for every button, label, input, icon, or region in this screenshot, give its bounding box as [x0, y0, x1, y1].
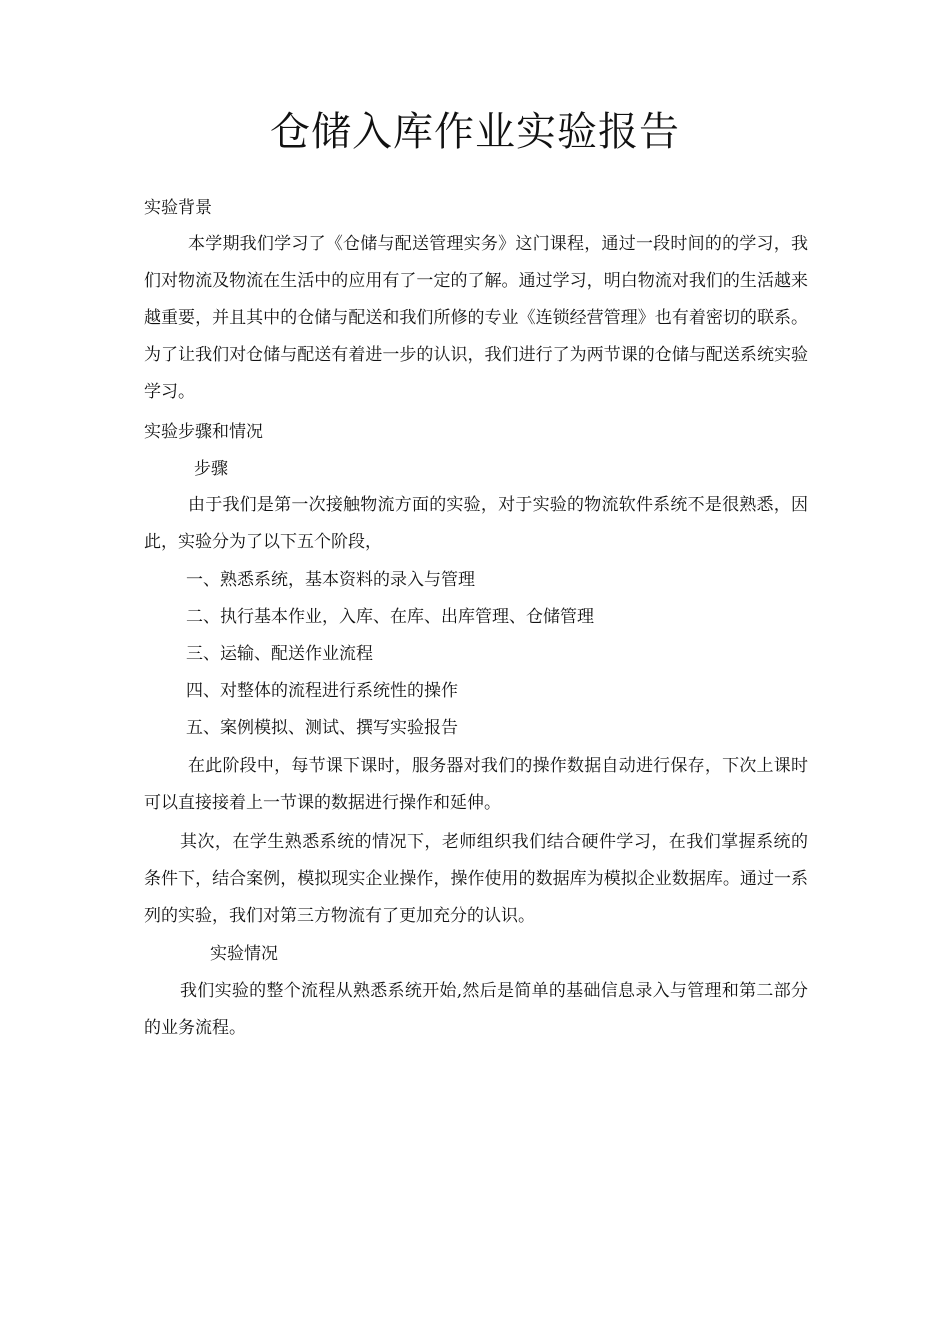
background-paragraph: 本学期我们学习了《仓储与配送管理实务》这门课程，通过一段时间的的学习，我们对物流及物流在生活中的应用有了一定的了解。通过学习，明白物流对我们的生活越来越重要，并且其中的仓储与配送和我们所修的专业《连锁经营管理》也有着密切的联系。为了让我们对仓储与配送有着进一步的认识，我们进行了为两节课的仓储与配送系统实验学习。	[144, 234, 808, 402]
stage-item: 五、案例模拟、测试、撰写实验报告	[186, 718, 458, 738]
stage-item: 二、执行基本作业，入库、在库、出库管理、仓储管理	[186, 607, 594, 627]
document-title: 仓储入库作业实验报告	[270, 109, 680, 155]
subheading-steps: 步骤	[194, 459, 228, 479]
data-save-paragraph: 在此阶段中，每节课下课时，服务器对我们的操作数据自动进行保存，下次上课时可以直接接着上一节课的数据进行操作和延伸。	[144, 756, 808, 813]
section-heading-steps: 实验步骤和情况	[144, 422, 263, 442]
stage-item: 四、对整体的流程进行系统性的操作	[186, 681, 458, 701]
situation-paragraph: 我们实验的整个流程从熟悉系统开始,然后是简单的基础信息录入与管理和第二部分的业务流程。	[144, 981, 808, 1038]
subheading-situation: 实验情况	[210, 944, 278, 964]
stage-item: 一、熟悉系统，基本资料的录入与管理	[186, 570, 475, 590]
next-step-paragraph: 其次，在学生熟悉系统的情况下，老师组织我们结合硬件学习，在我们掌握系统的条件下，结合案例，模拟现实企业操作，操作使用的数据库为模拟企业数据库。通过一系列的实验，我们对第三方物流有了更加充分的认识。	[144, 832, 808, 926]
stage-item: 三、运输、配送作业流程	[186, 644, 373, 664]
steps-intro-paragraph: 由于我们是第一次接触物流方面的实验，对于实验的物流软件系统不是很熟悉，因此，实验分为了以下五个阶段，	[144, 495, 808, 552]
section-heading-background: 实验背景	[144, 198, 212, 218]
